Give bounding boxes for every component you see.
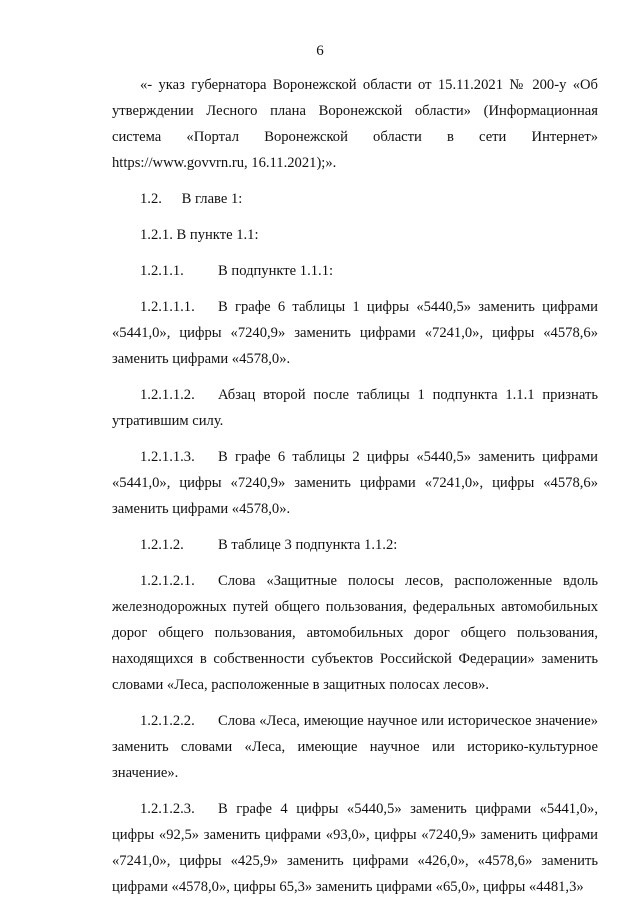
paragraph-text: Абзац второй после таблицы 1 подпункта 1.1.1 признать утратившим силу. [112,387,598,429]
paragraph-1-2-1-2-2 [112,708,598,786]
paragraph-1-2-1-1 [112,258,598,284]
page-number: 6 [316,43,324,59]
paragraph-text: Слова «Леса, имеющие научное или историческое значение» заменить словами «Леса, имеющие научное или историко-культурное значение». [112,713,598,781]
paragraph-text: В графе 6 таблицы 1 цифры «5440,5» заменить цифрами «5441,0», цифры «7240,9» заменить цифрами «7241,0», цифры «4578,6» заменить цифрами «4578,0». [112,299,598,367]
paragraph-1-2-1 [112,222,598,248]
paragraph-1-2-1-2-1 [112,568,598,698]
paragraph-text: «- указ губернатора Воронежской области от 15.11.2021 № 200-у «Об утверждении Лесного плана Воронежской области» (Информационная система «Портал Воронежской области в сети Интернет» https://www.govvrn.ru, 16.11.2021);». [112,77,598,171]
paragraph-text: В графе 6 таблицы 2 цифры «5440,5» заменить цифрами «5441,0», цифры «7240,9» заменить цифрами «7241,0», цифры «4578,6» заменить цифрами «4578,0». [112,449,598,517]
paragraph-text: В подпункте 1.1.1: [218,263,334,279]
clause-number: 1.2.1. [140,227,173,243]
paragraph-1-2-1-1-2 [112,382,598,434]
paragraph-text: В таблице 3 подпункта 1.1.2: [218,537,398,553]
clause-number: 1.2.1.1.3. [140,449,195,465]
paragraph-intro [112,72,598,176]
clause-number: 1.2. [140,191,162,207]
clause-number: 1.2.1.1. [140,263,184,279]
paragraph-1-2-1-1-1 [112,294,598,372]
clause-number: 1.2.1.1.1. [140,299,195,315]
clause-number: 1.2.1.2.3. [140,801,195,817]
paragraph-1-2 [112,186,598,212]
paragraph-text: В пункте 1.1: [176,227,259,243]
paragraph-text: В главе 1: [181,191,243,207]
paragraph-text: Слова «Защитные полосы лесов, расположенные вдоль железнодорожных путей общего пользования, федеральных автомобильных дорог общего пользования, автомобильных дорог общего пользования, находящихся в собственности субъектов Российской Федерации» заменить словами «Леса, расположенные в защитных полосах лесов». [112,573,598,693]
paragraph-1-2-1-2 [112,532,598,558]
clause-number: 1.2.1.2. [140,537,184,553]
clause-number: 1.2.1.2.2. [140,713,195,729]
clause-number: 1.2.1.2.1. [140,573,195,589]
paragraph-1-2-1-1-3 [112,444,598,522]
paragraph-text: В графе 4 цифры «5440,5» заменить цифрами «5441,0», цифры «92,5» заменить цифрами «93,0», цифры «7240,9» заменить цифрами «7241,0», цифры «425,9» заменить цифрами «426,0», «4578,6» заменить цифрами «4578,0», цифры 65,3» заменить цифрами «65,0», цифры «4481,3» [112,801,598,895]
document-body [112,72,598,910]
paragraph-1-2-1-2-3 [112,796,598,900]
clause-number: 1.2.1.1.2. [140,387,195,403]
